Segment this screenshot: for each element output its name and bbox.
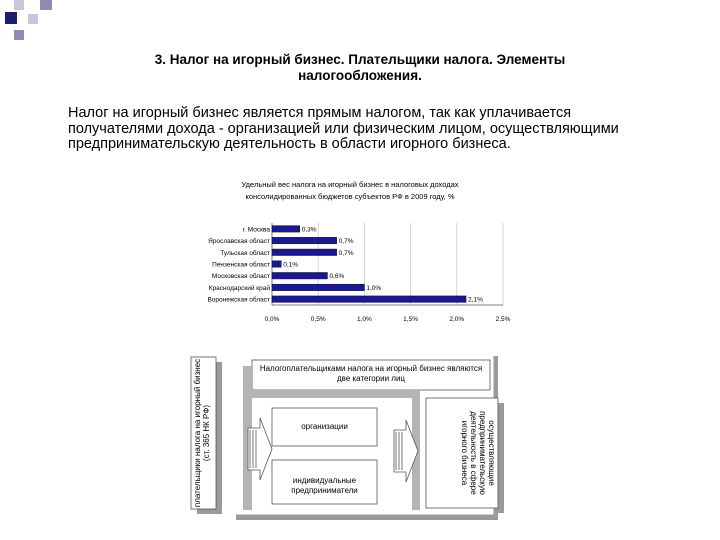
chart-category-label: Тульская област [220, 249, 270, 257]
chart-tick-label: 2,0% [449, 316, 465, 323]
chart-category-label: Воронежская област [207, 296, 270, 304]
side-label [193, 358, 213, 508]
diagram-header: Налогоплательщиками налога на игорный бизнес являются две категории лиц [259, 364, 483, 383]
chart-tick-label: 0,5% [310, 316, 326, 323]
slide-paragraph: Налог на игорный бизнес является прямым налогом, так как уплачивается получателями дохода - организацией или физическим лицом, осуществляющими предпринимательскую деятельность в области игорного бизнеса. [68, 105, 619, 152]
chart-category-label: Ярославская област [208, 238, 270, 246]
chart-tick-label: 1,0% [356, 316, 372, 323]
chart-title-line1: Удельный вес налога на игорный бизнес в налоговых доходах [241, 180, 459, 189]
chart-category-label: Краснодарский край [208, 284, 270, 292]
top-bracket [252, 390, 420, 398]
slide-title-line1: 3. Налог на игорный бизнес. Плательщики налога. Элементы [154, 52, 566, 67]
side-label-text: плательщики налога на игорный бизнес (ст. 365 НК РФ) [193, 358, 211, 508]
chart-title-line2: консолидированных бюджетов субъектов РФ в 2009 году, % [245, 192, 455, 201]
chart-value-label: 0,1% [283, 261, 299, 269]
chart-tick-label: 1,5% [403, 316, 419, 323]
chart-value-label: 0,7% [338, 238, 354, 246]
chart-category-label: Московская област [211, 273, 270, 281]
chart-value-label: 0,3% [301, 226, 317, 234]
chart-value-label: 1,0% [366, 284, 382, 292]
result-label-text: осуществляющие предпринимательскую деятельность в сфере игорного бизнеса [460, 411, 496, 495]
item2-label: индивидуальные предприниматели [291, 476, 358, 495]
chart-category-label: Пензенская област [212, 261, 270, 269]
item1-label: организации [301, 422, 348, 431]
result-label [428, 401, 496, 505]
chart-tick-label: 2,5% [495, 316, 511, 323]
chart-value-label: 0,6% [329, 273, 345, 281]
chart-value-label: 0,7% [338, 249, 354, 257]
chart-tick-label: 0,0% [264, 316, 280, 323]
slide-title-line2: налогообложения. [298, 68, 422, 83]
chart-category-label: г. Москва [242, 226, 270, 234]
chart-value-label: 2,1% [468, 296, 483, 304]
